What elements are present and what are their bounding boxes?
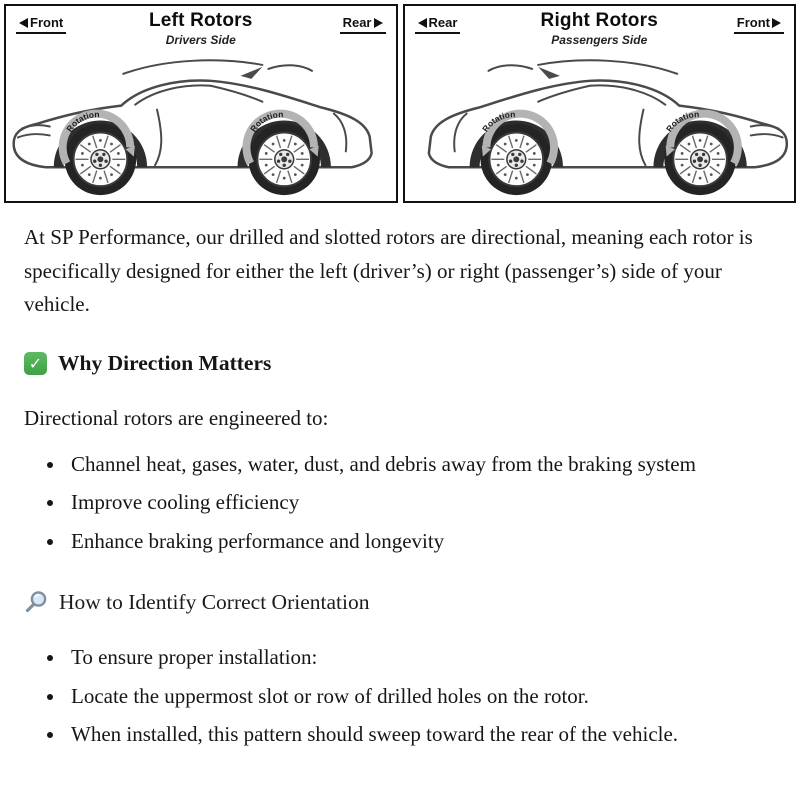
rear-direction-label xyxy=(415,15,461,34)
panel-subtitle: Drivers Side xyxy=(165,33,236,47)
panel-subtitle: Passengers Side xyxy=(551,33,648,47)
right-panel-title-block xyxy=(463,10,736,47)
right-panel-header xyxy=(405,6,795,52)
rotation-label: Rotation xyxy=(64,109,100,134)
front-direction-label xyxy=(16,15,66,34)
panel-title: Right Rotors xyxy=(540,10,658,31)
section-title-text: Why Direction Matters xyxy=(58,350,272,375)
right-rotors-panel xyxy=(403,4,797,203)
direction-label-text: Front xyxy=(30,15,64,30)
direction-label-text: Front xyxy=(736,15,770,30)
why-direction-list xyxy=(46,448,776,559)
front-direction-label xyxy=(734,15,784,34)
arrow-left-icon xyxy=(19,18,28,28)
section-heading-identify-orientation xyxy=(24,585,776,619)
list-item: • Locate the uppermost slot or row of drilled holes on the rotor. xyxy=(66,680,776,714)
magnifier-icon xyxy=(24,590,48,614)
rear-direction-label xyxy=(340,15,386,34)
list-item: • Channel heat, gases, water, dust, and debris away from the braking system xyxy=(66,448,776,482)
direction-label-text: Rear xyxy=(428,15,458,30)
section-title-text: How to Identify Correct Orientation xyxy=(59,589,370,614)
check-icon: ✓ xyxy=(24,352,47,375)
left-rotors-panel xyxy=(4,4,398,203)
direction-label-text: Rear xyxy=(342,15,372,30)
intro-paragraph: At SP Performance, our drilled and slotted rotors are directional, meaning each rotor is specifically designed for either the left (driver’s) or right (passenger’s) side of your vehicle. xyxy=(24,225,753,317)
rotation-label: Rotation xyxy=(247,109,284,134)
car-illustration-left xyxy=(6,52,396,201)
list-item: • To ensure proper installation: xyxy=(66,641,776,675)
list-item: • Enhance braking performance and longevity xyxy=(66,525,776,559)
list-item: • When installed, this pattern should sweep toward the rear of the vehicle. xyxy=(66,718,776,752)
orientation-list xyxy=(46,641,776,752)
rotor-direction-diagram xyxy=(0,0,800,205)
left-panel-header xyxy=(6,6,396,52)
article-content xyxy=(0,205,800,788)
section-heading-why-direction-matters xyxy=(24,346,776,380)
rotation-label: Rotation xyxy=(663,109,699,134)
rotation-label: Rotation xyxy=(479,109,515,134)
car-illustration-right xyxy=(405,52,795,201)
list-item: • Improve cooling efficiency xyxy=(66,486,776,520)
arrow-right-icon xyxy=(374,18,383,28)
panel-title: Left Rotors xyxy=(148,10,253,31)
arrow-left-icon xyxy=(418,18,427,28)
arrow-right-icon xyxy=(772,18,781,28)
left-panel-title-block xyxy=(64,10,337,47)
engineered-to-lead-text: Directional rotors are engineered to: xyxy=(24,406,329,431)
